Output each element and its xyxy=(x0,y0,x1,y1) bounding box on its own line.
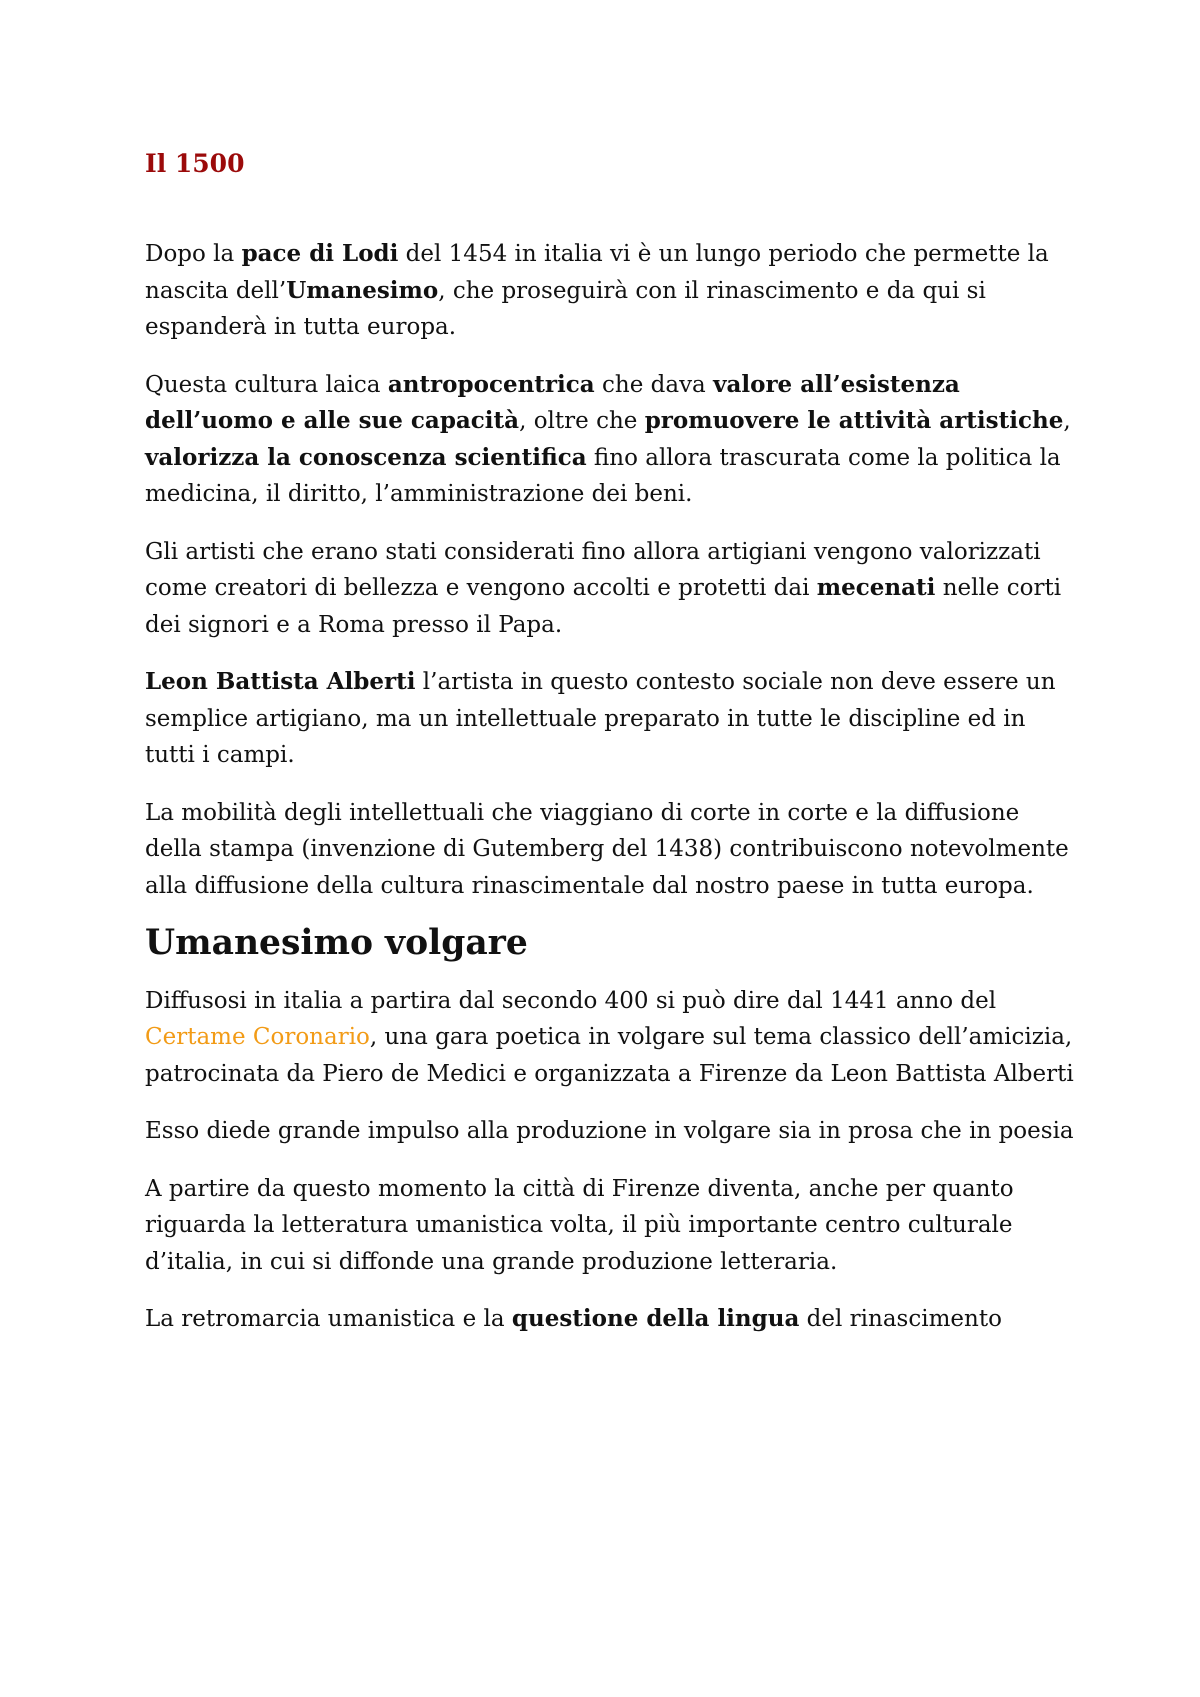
paragraph-impulso xyxy=(145,1113,1075,1150)
paragraph-certame-coronario xyxy=(145,983,1075,1093)
text-run: fino allora trascurata come la politica la medicina, il diritto, l’amministrazione dei beni. xyxy=(145,444,1061,507)
bold-run: questione della lingua xyxy=(511,1305,800,1332)
text-run: A partire da questo momento la città di Firenze diventa, anche per quanto riguarda la letteratura umanistica volta, il più importante centro culturale d’italia, in cui si diffonde una grande produzione letteraria. xyxy=(145,1175,1014,1275)
text-run: del rinascimento xyxy=(799,1306,1002,1332)
bold-run: Leon Battista Alberti xyxy=(145,668,416,695)
text-run: l’artista in questo contesto sociale non deve essere un semplice artigiano, ma un intellettuale preparato in tutte le discipline ed in tutti i campi. xyxy=(145,669,1056,768)
text-run: Esso diede grande impulso alla produzione in volgare sia in prosa che in poesia xyxy=(145,1118,1074,1144)
bold-run: promuovere le attività artistiche xyxy=(644,407,1064,434)
text-run: , oltre che xyxy=(519,408,645,434)
text-run: nelle corti dei signori e a Roma presso il Papa. xyxy=(145,575,1062,638)
paragraph-leon-battista-alberti xyxy=(145,664,1075,774)
text-run: La mobilità degli intellettuali che viaggiano di corte in corte e la diffusione della stampa (invenzione di Gutemberg del 1438) contribuiscono notevolmente alla diffusione della cultura rinascimentale dal nostro paese in tutta europa. xyxy=(145,799,1069,899)
bold-run: Umanesimo xyxy=(286,276,439,304)
text-run: che dava xyxy=(594,371,714,398)
text-run: del 1454 in italia vi è un lungo periodo che permette la nascita dell’ xyxy=(145,241,1049,304)
text-run: , una gara poetica in volgare sul tema classico dell’amicizia, patrocinata da Piero de Medici e organizzata a Firenze da Leon Battista Alberti xyxy=(145,1024,1074,1087)
page-title: Il 1500 xyxy=(145,149,245,178)
text-run: Questa cultura laica xyxy=(145,371,388,398)
paragraph-retromarcia xyxy=(145,1301,1075,1338)
bold-run: antropocentrica xyxy=(387,370,595,398)
paragraph-mobilita xyxy=(145,795,1075,905)
paragraph-artisti xyxy=(145,534,1075,644)
paragraph-firenze xyxy=(145,1171,1075,1281)
bold-run: mecenati xyxy=(816,574,936,601)
paragraph-pace-di-lodi xyxy=(145,236,1075,346)
bold-run: pace di Lodi xyxy=(241,240,399,267)
text-run: Diffusosi in italia a partira dal secondo 400 si può dire dal 1441 anno del xyxy=(145,987,997,1014)
text-run: La retromarcia umanistica e la xyxy=(145,1306,512,1332)
paragraph-cultura-laica xyxy=(145,367,1075,513)
text-run: , xyxy=(1063,408,1071,434)
bold-run: valore all’esistenza dell’uomo e alle sue capacità xyxy=(145,370,960,434)
section-heading-umanesimo-volgare: Umanesimo volgare xyxy=(145,923,528,963)
text-run: , che proseguirà con il rinascimento e da qui si espanderà in tutta europa. xyxy=(145,277,986,340)
text-run: Dopo la xyxy=(145,241,242,267)
bold-run: valorizza la conoscenza scientifica xyxy=(145,443,587,471)
document-body xyxy=(145,146,1075,1359)
certame-coronario-link[interactable]: Certame Coronario xyxy=(145,1024,370,1050)
text-run: Gli artisti che erano stati considerati fino allora artigiani vengono valorizzati come creatori di bellezza e vengono accolti e protetti dai xyxy=(145,538,1041,601)
